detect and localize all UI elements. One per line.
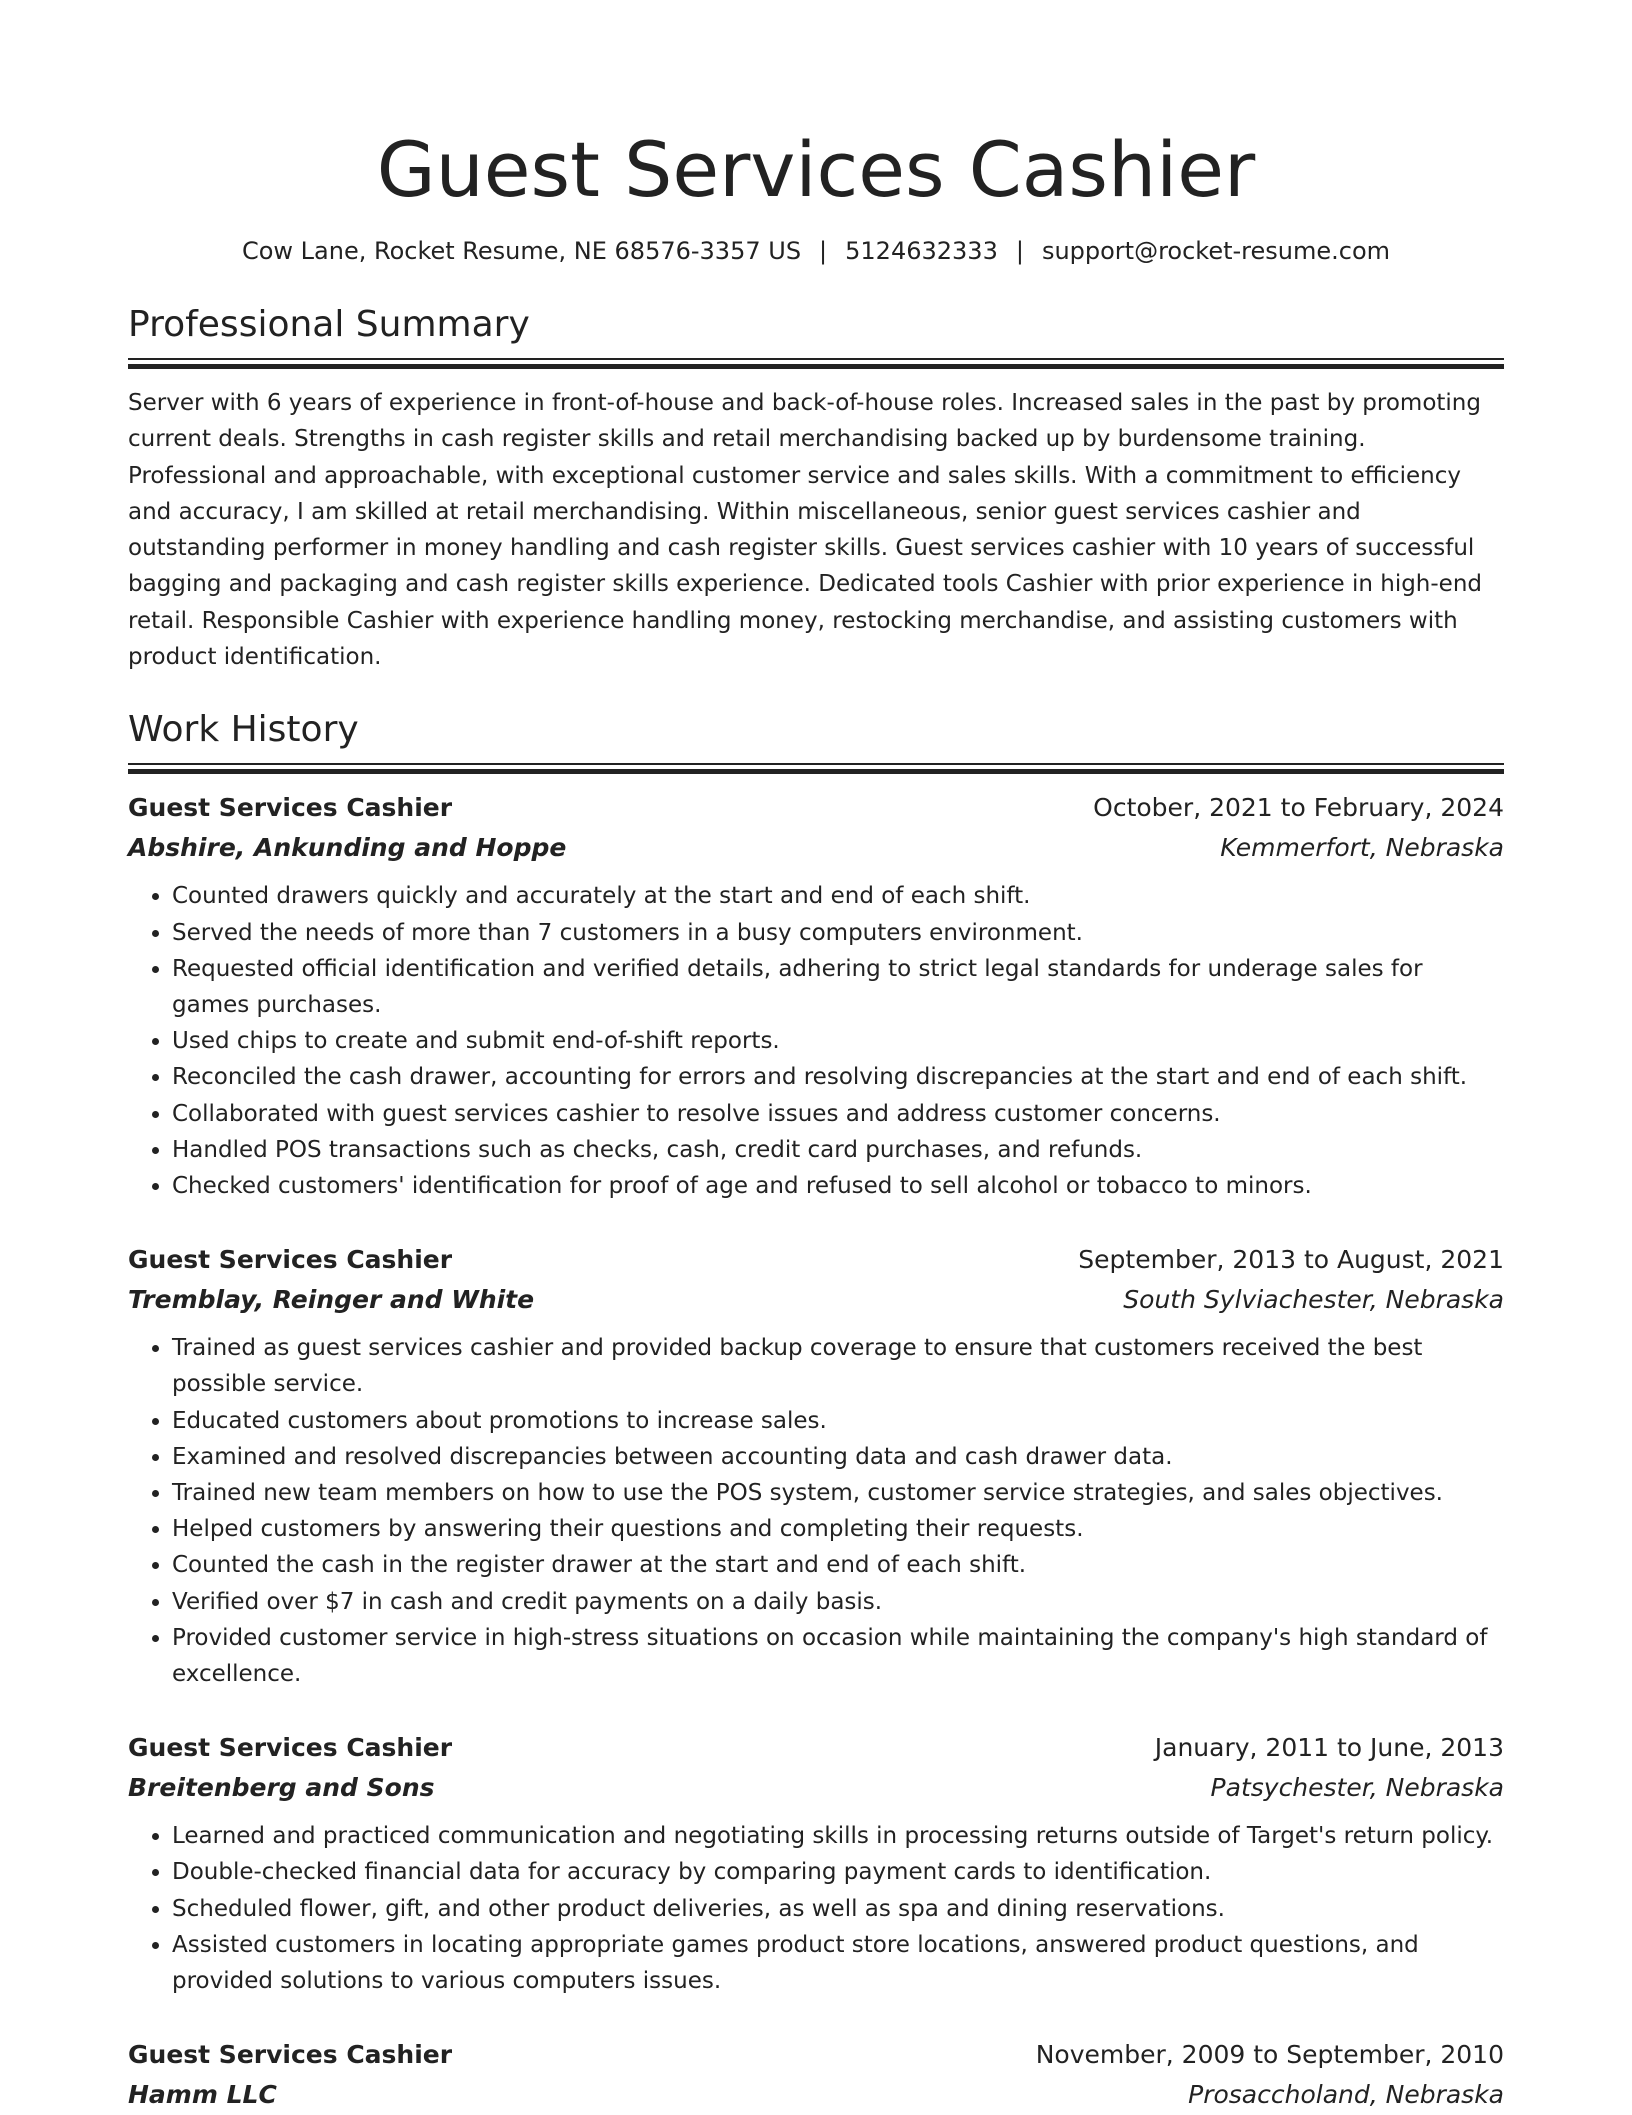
contact-address: Cow Lane, Rocket Resume, NE 68576-3357 US <box>241 237 802 265</box>
job-title: Guest Services Cashier <box>128 2040 453 2070</box>
summary-text: Server with 6 years of experience in front-of-house and back-of-house roles. Increased sales in the past by promoting current deals. Strengths in cash register skills and retail merchandising backed up by burdensome training. Professional and approachable, with exceptional customer service and sales skills. With a commitment to efficiency and accuracy, I am skilled at retail merchandising. Within miscellaneous, senior guest services cashier and outstanding performer in money handling and cash register skills. Guest services cashier with 10 years of successful bagging and packaging and cash register skills experience. Dedicated tools Cashier with prior experience in high-end retail. Responsible Cashier with experience handling money, restocking merchandise, and assisting customers with product identification. <box>128 390 1483 671</box>
job-subheader-row <box>128 1280 1504 1320</box>
job-company: Abshire, Ankunding and Hoppe <box>128 833 567 863</box>
job-bullet: • Double-checked financial data for accuracy by comparing payment cards to identification. <box>172 1854 1504 1890</box>
job-company: Tremblay, Reinger and White <box>128 1285 535 1315</box>
candidate-name: Guest Services Cashier <box>376 125 1256 214</box>
section-divider <box>128 358 1504 369</box>
job-bullets <box>128 1818 1504 1999</box>
job-bullet: • Examined and resolved discrepancies between accounting data and cash drawer data. <box>172 1439 1504 1475</box>
summary-heading: Professional Summary <box>128 304 530 345</box>
summary-section <box>128 302 1504 675</box>
job-bullet: • Counted drawers quickly and accurately at the start and end of each shift. <box>172 878 1504 914</box>
contact-separator: | <box>1015 237 1024 265</box>
job-bullet: • Learned and practiced communication and negotiating skills in processing returns outside of Target's return policy. <box>172 1818 1504 1854</box>
contact-separator: | <box>819 237 828 265</box>
work-history-section <box>128 707 1504 2115</box>
job-bullet: • Provided customer service in high-stress situations on occasion while maintaining the company's high standard of excellence. <box>172 1620 1504 1692</box>
resume-page <box>128 0 1504 2115</box>
job-location: Patsychester, Nebraska <box>1210 1773 1504 1803</box>
job-bullet: • Assisted customers in locating appropriate games product store locations, answered product questions, and provided solutions to various computers issues. <box>172 1927 1504 1999</box>
job-bullet: • Handled POS transactions such as checks, cash, credit card purchases, and refunds. <box>172 1132 1504 1168</box>
job-bullet: • Requested official identification and verified details, adhering to strict legal standards for underage sales for games purchases. <box>172 951 1504 1023</box>
job-bullets <box>128 1330 1504 1692</box>
job-header-row <box>128 1728 1504 1768</box>
section-divider <box>128 763 1504 774</box>
job-location: Prosaccholand, Nebraska <box>1188 2080 1504 2110</box>
job-company: Breitenberg and Sons <box>128 1773 435 1803</box>
job-entry <box>128 788 1504 1204</box>
job-bullet: • Reconciled the cash drawer, accounting for errors and resolving discrepancies at the start and end of each shift. <box>172 1059 1504 1095</box>
job-bullet: • Trained new team members on how to use the POS system, customer service strategies, and sales objectives. <box>172 1475 1504 1511</box>
job-bullet: • Used chips to create and submit end-of-shift reports. <box>172 1023 1504 1059</box>
job-bullet: • Verified over $7 in cash and credit payments on a daily basis. <box>172 1584 1504 1620</box>
contact-phone: 5124632333 <box>845 237 998 265</box>
job-bullet: • Collaborated with guest services cashier to resolve issues and address customer concerns. <box>172 1096 1504 1132</box>
job-subheader-row <box>128 828 1504 868</box>
job-subheader-row <box>128 2075 1504 2115</box>
job-bullet: • Trained as guest services cashier and provided backup coverage to ensure that customers received the best possible service. <box>172 1330 1504 1402</box>
job-company: Hamm LLC <box>128 2080 277 2110</box>
job-header-row <box>128 1240 1504 1280</box>
job-entry <box>128 1728 1504 1999</box>
job-bullet: • Counted the cash in the register drawer at the start and end of each shift. <box>172 1547 1504 1583</box>
job-bullet: • Served the needs of more than 7 customers in a busy computers environment. <box>172 915 1504 951</box>
job-bullet: • Helped customers by answering their questions and completing their requests. <box>172 1511 1504 1547</box>
job-location: South Sylviachester, Nebraska <box>1123 1285 1504 1315</box>
work-history-heading: Work History <box>128 709 359 751</box>
job-bullet: • Scheduled flower, gift, and other product deliveries, as well as spa and dining reservations. <box>172 1891 1504 1927</box>
job-title: Guest Services Cashier <box>128 1245 453 1275</box>
job-bullet: • Checked customers' identification for proof of age and refused to sell alcohol or tobacco to minors. <box>172 1168 1504 1204</box>
job-dates: September, 2013 to August, 2021 <box>1078 1245 1504 1275</box>
job-bullets <box>128 878 1504 1204</box>
job-subheader-row <box>128 1768 1504 1808</box>
job-header-row <box>128 2035 1504 2075</box>
job-dates: November, 2009 to September, 2010 <box>1035 2040 1504 2070</box>
job-header-row <box>128 788 1504 828</box>
job-title: Guest Services Cashier <box>128 1733 453 1763</box>
job-bullet: • Educated customers about promotions to increase sales. <box>172 1403 1504 1439</box>
job-title: Guest Services Cashier <box>128 793 453 823</box>
job-location: Kemmerfort, Nebraska <box>1220 833 1504 863</box>
job-dates: January, 2011 to June, 2013 <box>1154 1733 1504 1763</box>
contact-line <box>128 236 1504 266</box>
job-dates: October, 2021 to February, 2024 <box>1093 793 1504 823</box>
contact-email: support@rocket-resume.com <box>1041 237 1391 265</box>
job-entry <box>128 2035 1504 2115</box>
job-entry <box>128 1240 1504 1692</box>
